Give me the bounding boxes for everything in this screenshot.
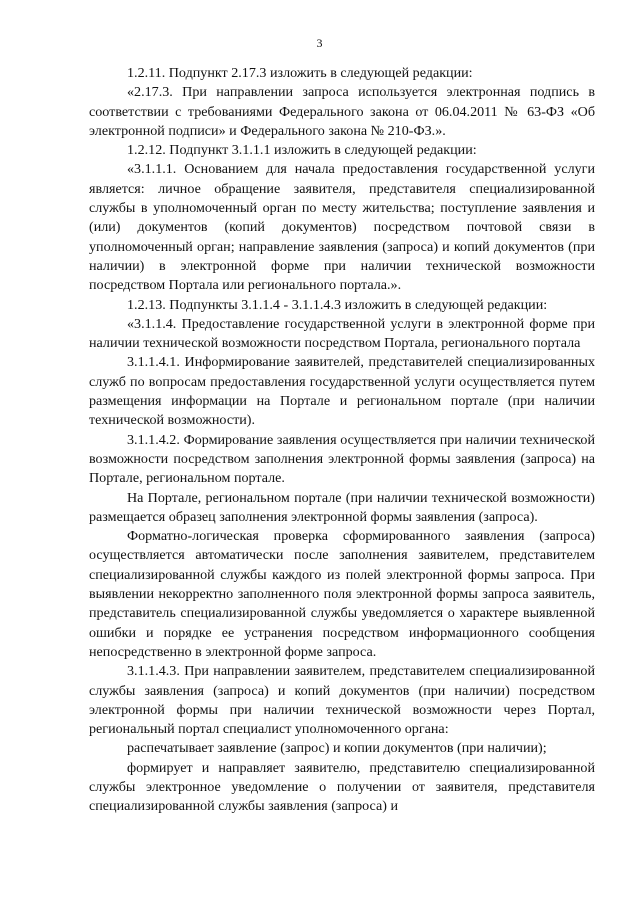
paragraph-portal-sample: На Портале, региональном портале (при наличии технической возможности) размещается образец заполнения электронной формы заявления (запроса). (89, 489, 595, 525)
document-body (89, 64, 595, 817)
paragraph-3-1-1-4-1: 3.1.1.4.1. Информирование заявителей, представителей специализированных служб по вопросам предоставления государственной услуги осуществляется путем размещения информации на Портале и региональном портале (при наличии технической возможности). (89, 354, 595, 429)
paragraph-1-2-12: 1.2.12. Подпункт 3.1.1.1 изложить в следующей редакции: (127, 142, 477, 159)
paragraph-forms-notification: формирует и направляет заявителю, представителю специализированной службы электронное уведомление о получении от заявителя, представителя специализированной службы заявления (запроса) и (89, 759, 595, 815)
page-number: 3 (316, 36, 323, 50)
paragraph-3-1-1-1: «3.1.1.1. Основанием для начала предоставления государственной услуги является: личное обращение заявителя, представителя специализированной службы в уполномоченный орган по месту жительства; поступление заявления и (или) документов (копий документов) посредством почтовой связи в уполномоченный орган; направление заявления (запроса) и копий документов (при наличии) в электронной форме при наличии технической возможности посредством Портала или регионального портала.». (89, 161, 595, 294)
paragraph-format-check: Форматно-логическая проверка сформированного заявления (запроса) осуществляется автоматически после заполнения заявителем, представителем специализированной службы каждого из полей электронной формы запроса. При выявлении некорректно заполненного поля электронной формы запроса заявитель, представитель специализированной службы уведомляется о характере выявленной ошибки и порядке ее устранения посредством информационного сообщения непосредственно в электронной форме запроса. (89, 528, 595, 660)
paragraph-3-1-1-4-3: 3.1.1.4.3. При направлении заявителем, представителем специализированной службы заявления (запроса) и копий документов (при наличии) посредством электронной формы при наличии технической возможности через Портал, региональный портал специалист уполномоченного органа: (89, 663, 595, 738)
paragraph-3-1-1-4-2: 3.1.1.4.2. Формирование заявления осуществляется при наличии технической возможности посредством заполнения электронной формы заявления (запроса) на Портале, региональном портале. (89, 431, 595, 487)
paragraph-1-2-11: 1.2.11. Подпункт 2.17.3 изложить в следующей редакции: (127, 65, 473, 81)
paragraph-1-2-13: 1.2.13. Подпункты 3.1.1.4 - 3.1.1.4.3 изложить в следующей редакции: (127, 296, 548, 313)
paragraph-3-1-1-4: «3.1.1.4. Предоставление государственной услуги в электронной форме при наличии технической возможности посредством Портала, регионального портала (89, 315, 595, 352)
paragraph-prints-request: распечатывает заявление (запрос) и копии документов (при наличии); (127, 740, 547, 757)
paragraph-2-17-3: «2.17.3. При направлении запроса используется электронная подпись в соответствии с требованиями Федерального закона от 06.04.2011 № 63-ФЗ «Об электронной подписи» и Федерального закона № 210-ФЗ.». (89, 84, 595, 139)
